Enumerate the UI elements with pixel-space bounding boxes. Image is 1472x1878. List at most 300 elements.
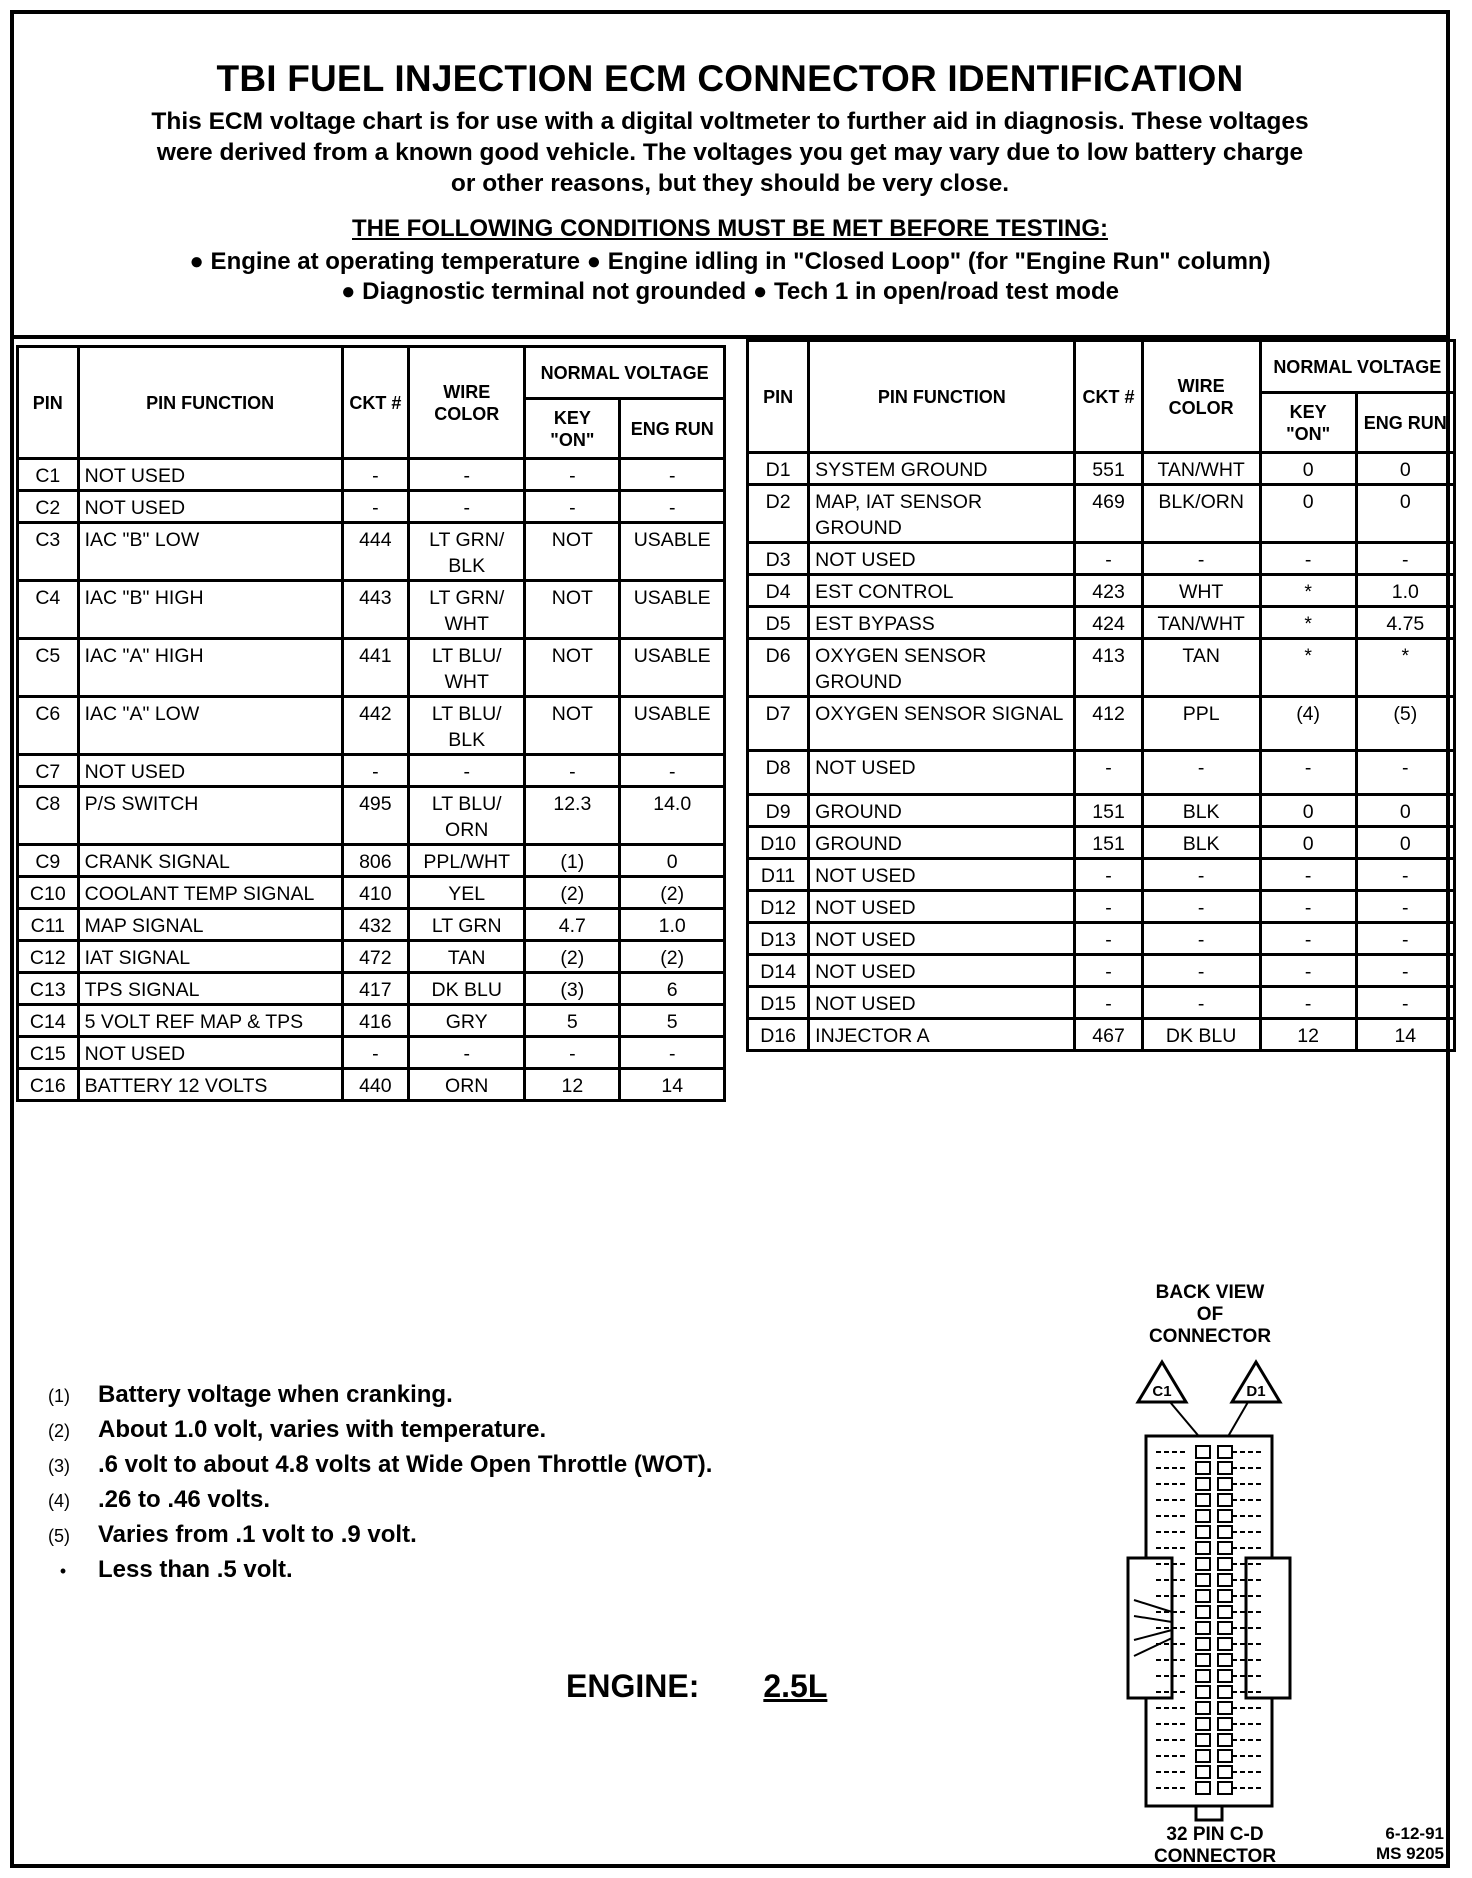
engine-value: 2.5L: [763, 1668, 828, 1704]
intro-line-3: or other reasons, but they should be very close.: [450, 170, 1010, 197]
wire-color-cell: YEL: [409, 877, 525, 909]
col-wire: WIRE COLOR: [409, 347, 525, 459]
function-cell: GROUND: [809, 795, 1075, 827]
footnote-marker: (3): [48, 1456, 70, 1476]
pin-cell: C3: [18, 523, 79, 581]
pin-cell: D14: [748, 955, 809, 987]
key-on-voltage-cell: 0: [1260, 485, 1356, 543]
pin-cell: D5: [748, 607, 809, 639]
eng-run-voltage-cell: -: [1356, 751, 1454, 795]
footnote-marker: (2): [48, 1421, 70, 1441]
connector-pin: [1218, 1622, 1232, 1634]
key-on-voltage-cell: -: [1260, 987, 1356, 1019]
ckt-cell: -: [1075, 751, 1142, 795]
eng-run-voltage-cell: 0: [1356, 827, 1454, 859]
ckt-cell: 551: [1075, 453, 1142, 485]
key-on-voltage-cell: -: [1260, 923, 1356, 955]
table-row: [18, 941, 725, 973]
wire-color-cell: -: [1142, 751, 1260, 795]
ckt-cell: -: [1075, 955, 1142, 987]
function-cell: 5 VOLT REF MAP & TPS: [78, 1005, 342, 1037]
footnote-text: Less than .5 volt.: [98, 1556, 293, 1583]
connector-pin: [1218, 1750, 1232, 1762]
eng-run-voltage-cell: (2): [620, 941, 725, 973]
ckt-cell: 412: [1075, 697, 1142, 751]
table-row: [748, 795, 1455, 827]
function-cell: NOT USED: [809, 891, 1075, 923]
eng-run-voltage-cell: -: [1356, 955, 1454, 987]
d1-marker-label: D1: [1246, 1383, 1266, 1400]
function-cell: CRANK SIGNAL: [78, 845, 342, 877]
ckt-cell: 423: [1075, 575, 1142, 607]
eng-run-voltage-cell: -: [1356, 543, 1454, 575]
wire-color-cell: -: [1142, 891, 1260, 923]
document-date: 6-12-91: [1385, 1824, 1444, 1843]
pin-cell: C8: [18, 787, 79, 845]
pin-cell: C4: [18, 581, 79, 639]
eng-run-voltage-cell: 0: [1356, 453, 1454, 485]
wire-color-cell: -: [409, 459, 525, 491]
diagram-title-line: BACK VIEW: [1155, 1282, 1265, 1303]
footnote: [48, 1518, 712, 1553]
pin-cell: D3: [748, 543, 809, 575]
key-on-voltage-cell: NOT: [525, 523, 620, 581]
key-on-voltage-cell: (2): [525, 941, 620, 973]
wire-color-cell: BLK/ORN: [1142, 485, 1260, 543]
engine-label: [566, 1668, 827, 1705]
connector-pin: [1196, 1782, 1210, 1794]
table-row: [748, 485, 1455, 543]
table-row: [18, 755, 725, 787]
c-connector-table: [16, 345, 726, 1102]
connector-key: [1196, 1806, 1222, 1820]
function-cell: IAC "A" LOW: [78, 697, 342, 755]
eng-run-voltage-cell: -: [1356, 987, 1454, 1019]
key-on-voltage-cell: 12: [525, 1069, 620, 1101]
table-row: [18, 973, 725, 1005]
pin-cell: D1: [748, 453, 809, 485]
wire-color-cell: PPL: [1142, 697, 1260, 751]
pin-cell: D10: [748, 827, 809, 859]
pin-cell: C11: [18, 909, 79, 941]
ckt-cell: -: [342, 1037, 409, 1069]
key-on-voltage-cell: -: [1260, 891, 1356, 923]
connector-pin: [1218, 1670, 1232, 1682]
key-on-voltage-cell: 12.3: [525, 787, 620, 845]
connector-pin: [1218, 1766, 1232, 1778]
footnote-marker: (4): [48, 1491, 70, 1511]
pin-cell: C14: [18, 1005, 79, 1037]
key-on-voltage-cell: NOT: [525, 697, 620, 755]
function-cell: BATTERY 12 VOLTS: [78, 1069, 342, 1101]
wire-color-cell: -: [1142, 859, 1260, 891]
footnote: [48, 1483, 712, 1518]
intro-line-2: were derived from a known good vehicle. The voltages you get may vary due to low battery charge: [156, 139, 1304, 166]
table-row: [18, 1005, 725, 1037]
function-cell: NOT USED: [809, 955, 1075, 987]
ckt-cell: -: [1075, 987, 1142, 1019]
ckt-cell: 444: [342, 523, 409, 581]
footnote: [48, 1413, 712, 1448]
wire-color-cell: LT BLU/ WHT: [409, 639, 525, 697]
wire-color-cell: BLK: [1142, 827, 1260, 859]
ckt-cell: -: [1075, 891, 1142, 923]
connector-pin: [1218, 1686, 1232, 1698]
table-row: [18, 877, 725, 909]
function-cell: IAC "B" HIGH: [78, 581, 342, 639]
eng-run-voltage-cell: 4.75: [1356, 607, 1454, 639]
diagram-title: [1130, 1282, 1290, 1348]
key-on-voltage-cell: 0: [1260, 453, 1356, 485]
eng-run-voltage-cell: -: [1356, 923, 1454, 955]
wire-color-cell: BLK: [1142, 795, 1260, 827]
connector-pin: [1218, 1718, 1232, 1730]
connector-pin: [1196, 1654, 1210, 1666]
connector-diagram: [1120, 1340, 1320, 1830]
table-row: [748, 453, 1455, 485]
pin-cell: C7: [18, 755, 79, 787]
ckt-cell: -: [342, 755, 409, 787]
wire-color-cell: LT BLU/ ORN: [409, 787, 525, 845]
function-cell: OXYGEN SENSOR GROUND: [809, 639, 1075, 697]
function-cell: NOT USED: [809, 751, 1075, 795]
eng-run-voltage-cell: -: [1356, 891, 1454, 923]
table-row: [18, 845, 725, 877]
connector-pin: [1218, 1782, 1232, 1794]
key-on-voltage-cell: 12: [1260, 1019, 1356, 1051]
wire-color-cell: ORN: [409, 1069, 525, 1101]
connector-pin: [1218, 1558, 1232, 1570]
col-eng-run: ENG RUN: [1356, 393, 1454, 453]
pin-cell: D6: [748, 639, 809, 697]
pin-cell: D8: [748, 751, 809, 795]
connector-pin: [1218, 1510, 1232, 1522]
table-row: [18, 1037, 725, 1069]
key-on-voltage-cell: NOT: [525, 581, 620, 639]
wire-color-cell: DK BLU: [1142, 1019, 1260, 1051]
table-row: [748, 639, 1455, 697]
eng-run-voltage-cell: USABLE: [620, 581, 725, 639]
key-on-voltage-cell: 5: [525, 1005, 620, 1037]
page-title: TBI FUEL INJECTION ECM CONNECTOR IDENTIFICATION: [216, 58, 1244, 99]
function-cell: IAT SIGNAL: [78, 941, 342, 973]
connector-pin: [1218, 1446, 1232, 1458]
key-on-voltage-cell: -: [525, 491, 620, 523]
wire-color-cell: -: [409, 755, 525, 787]
table-row: [748, 607, 1455, 639]
connector-pin: [1218, 1478, 1232, 1490]
table-row: [748, 543, 1455, 575]
function-cell: P/S SWITCH: [78, 787, 342, 845]
connector-pin: [1196, 1558, 1210, 1570]
ckt-cell: 424: [1075, 607, 1142, 639]
connector-label-line: 32 PIN C-D: [1166, 1824, 1264, 1845]
table-row: [748, 859, 1455, 891]
footnote-text: Battery voltage when cranking.: [98, 1381, 453, 1408]
function-cell: MAP SIGNAL: [78, 909, 342, 941]
key-on-voltage-cell: (2): [525, 877, 620, 909]
function-cell: INJECTOR A: [809, 1019, 1075, 1051]
connector-label: [1140, 1824, 1290, 1868]
function-cell: GROUND: [809, 827, 1075, 859]
connector-pin: [1218, 1494, 1232, 1506]
function-cell: MAP, IAT SENSOR GROUND: [809, 485, 1075, 543]
pin-cell: D2: [748, 485, 809, 543]
key-on-voltage-cell: -: [1260, 751, 1356, 795]
table-row: [748, 987, 1455, 1019]
connector-pin: [1196, 1510, 1210, 1522]
col-eng-run: ENG RUN: [620, 399, 725, 459]
c1-pointer: [1170, 1402, 1202, 1440]
function-cell: IAC "B" LOW: [78, 523, 342, 581]
eng-run-voltage-cell: -: [1356, 859, 1454, 891]
eng-run-voltage-cell: 1.0: [1356, 575, 1454, 607]
connector-label-line: CONNECTOR: [1153, 1846, 1277, 1867]
eng-run-voltage-cell: -: [620, 755, 725, 787]
connector-pin: [1218, 1638, 1232, 1650]
ckt-cell: -: [342, 491, 409, 523]
connector-pin: [1196, 1526, 1210, 1538]
connector-pin: [1196, 1590, 1210, 1602]
eng-run-voltage-cell: -: [620, 491, 725, 523]
pin-cell: C1: [18, 459, 79, 491]
wire-color-cell: TAN: [1142, 639, 1260, 697]
wire-color-cell: -: [1142, 923, 1260, 955]
function-cell: NOT USED: [809, 923, 1075, 955]
function-cell: OXYGEN SENSOR SIGNAL: [809, 697, 1075, 751]
col-key-on: KEY "ON": [1260, 393, 1356, 453]
eng-run-voltage-cell: 14.0: [620, 787, 725, 845]
conditions-line-2: ● Diagnostic terminal not grounded ● Tech 1 in open/road test mode: [341, 278, 1119, 305]
ckt-cell: 469: [1075, 485, 1142, 543]
pin-cell: C16: [18, 1069, 79, 1101]
ckt-cell: 495: [342, 787, 409, 845]
ckt-cell: -: [1075, 543, 1142, 575]
function-cell: IAC "A" HIGH: [78, 639, 342, 697]
col-normal-voltage: NORMAL VOLTAGE: [525, 347, 725, 399]
footnotes: [48, 1378, 712, 1588]
col-function: PIN FUNCTION: [78, 347, 342, 459]
table-row: [18, 909, 725, 941]
connector-pin: [1196, 1542, 1210, 1554]
ckt-cell: 410: [342, 877, 409, 909]
eng-run-voltage-cell: (2): [620, 877, 725, 909]
conditions-title: THE FOLLOWING CONDITIONS MUST BE MET BEFORE TESTING:: [352, 215, 1108, 242]
connector-pin: [1218, 1590, 1232, 1602]
col-key-on: KEY "ON": [525, 399, 620, 459]
connector-pin: [1196, 1718, 1210, 1730]
table-row: [748, 827, 1455, 859]
ckt-cell: 442: [342, 697, 409, 755]
connector-pin: [1196, 1766, 1210, 1778]
wire-color-cell: LT BLU/ BLK: [409, 697, 525, 755]
ckt-cell: 413: [1075, 639, 1142, 697]
wire-color-cell: -: [1142, 955, 1260, 987]
ckt-cell: 472: [342, 941, 409, 973]
wire-color-cell: LT GRN: [409, 909, 525, 941]
table-row: [748, 697, 1455, 751]
function-cell: SYSTEM GROUND: [809, 453, 1075, 485]
eng-run-voltage-cell: -: [620, 1037, 725, 1069]
eng-run-voltage-cell: USABLE: [620, 639, 725, 697]
pin-cell: D15: [748, 987, 809, 1019]
ckt-cell: 806: [342, 845, 409, 877]
key-on-voltage-cell: (4): [1260, 697, 1356, 751]
connector-pin: [1196, 1750, 1210, 1762]
wire-color-cell: TAN/WHT: [1142, 607, 1260, 639]
ckt-cell: 443: [342, 581, 409, 639]
document-id: [1348, 1824, 1444, 1864]
ckt-cell: -: [1075, 859, 1142, 891]
table-row: [18, 1069, 725, 1101]
footnote: [48, 1553, 712, 1588]
function-cell: NOT USED: [809, 543, 1075, 575]
function-cell: NOT USED: [78, 1037, 342, 1069]
key-on-voltage-cell: *: [1260, 607, 1356, 639]
col-ckt: CKT #: [1075, 341, 1142, 453]
d1-pointer: [1226, 1402, 1248, 1440]
connector-pin: [1196, 1686, 1210, 1698]
wire-color-cell: WHT: [1142, 575, 1260, 607]
ckt-cell: 432: [342, 909, 409, 941]
pin-cell: C6: [18, 697, 79, 755]
c1-marker-label: C1: [1152, 1383, 1172, 1400]
eng-run-voltage-cell: (5): [1356, 697, 1454, 751]
pin-cell: C2: [18, 491, 79, 523]
key-on-voltage-cell: -: [525, 459, 620, 491]
col-pin: PIN: [748, 341, 809, 453]
eng-run-voltage-cell: 0: [1356, 485, 1454, 543]
connector-pin: [1218, 1702, 1232, 1714]
table-row: [748, 891, 1455, 923]
col-normal-voltage: NORMAL VOLTAGE: [1260, 341, 1454, 393]
pin-cell: C5: [18, 639, 79, 697]
col-wire: WIRE COLOR: [1142, 341, 1260, 453]
pin-cell: D12: [748, 891, 809, 923]
ckt-cell: 151: [1075, 795, 1142, 827]
footnote-text: Varies from .1 volt to .9 volt.: [98, 1521, 417, 1548]
d-connector-table: [746, 339, 1456, 1052]
key-on-voltage-cell: (3): [525, 973, 620, 1005]
pin-cell: D13: [748, 923, 809, 955]
connector-pin: [1196, 1606, 1210, 1618]
key-on-voltage-cell: 0: [1260, 827, 1356, 859]
key-on-voltage-cell: -: [1260, 543, 1356, 575]
footnote: [48, 1378, 712, 1413]
pin-cell: D4: [748, 575, 809, 607]
connector-pin: [1218, 1526, 1232, 1538]
diagram-title-line: OF: [1196, 1304, 1224, 1325]
eng-run-voltage-cell: 14: [1356, 1019, 1454, 1051]
connector-pin: [1218, 1574, 1232, 1586]
wire-color-cell: -: [1142, 987, 1260, 1019]
pin-cell: C9: [18, 845, 79, 877]
key-on-voltage-cell: 0: [1260, 795, 1356, 827]
document-code: MS 9205: [1375, 1844, 1444, 1863]
wire-color-cell: -: [409, 1037, 525, 1069]
intro-text: [85, 106, 1375, 199]
footnote-text: .6 volt to about 4.8 volts at Wide Open Throttle (WOT).: [98, 1451, 713, 1478]
conditions: [14, 247, 1446, 307]
pin-cell: D16: [748, 1019, 809, 1051]
connector-pin: [1196, 1574, 1210, 1586]
key-on-voltage-cell: -: [525, 755, 620, 787]
connector-pin: [1218, 1734, 1232, 1746]
table-row: [748, 955, 1455, 987]
table-row: [18, 697, 725, 755]
connector-pin: [1196, 1622, 1210, 1634]
ckt-cell: 440: [342, 1069, 409, 1101]
ckt-cell: 417: [342, 973, 409, 1005]
header: [14, 14, 1446, 339]
eng-run-voltage-cell: 14: [620, 1069, 725, 1101]
table-row: [18, 639, 725, 697]
ckt-cell: 441: [342, 639, 409, 697]
diagram-title-line: CONNECTOR: [1148, 1326, 1272, 1347]
eng-run-voltage-cell: 1.0: [620, 909, 725, 941]
pin-cell: C13: [18, 973, 79, 1005]
eng-run-voltage-cell: USABLE: [620, 523, 725, 581]
ckt-cell: -: [1075, 923, 1142, 955]
ckt-cell: 416: [342, 1005, 409, 1037]
key-on-voltage-cell: -: [525, 1037, 620, 1069]
eng-run-voltage-cell: 6: [620, 973, 725, 1005]
eng-run-voltage-cell: 0: [1356, 795, 1454, 827]
table-row: [18, 523, 725, 581]
connector-pin: [1196, 1462, 1210, 1474]
col-pin: PIN: [18, 347, 79, 459]
ckt-cell: -: [342, 459, 409, 491]
function-cell: COOLANT TEMP SIGNAL: [78, 877, 342, 909]
connector-pin: [1218, 1462, 1232, 1474]
footnote-text: About 1.0 volt, varies with temperature.: [98, 1416, 547, 1443]
conditions-line-1: ● Engine at operating temperature ● Engine idling in "Closed Loop" (for "Engine Run" column): [189, 248, 1271, 275]
key-on-voltage-cell: -: [1260, 859, 1356, 891]
pin-cell: D11: [748, 859, 809, 891]
key-on-voltage-cell: *: [1260, 575, 1356, 607]
col-function: PIN FUNCTION: [809, 341, 1075, 453]
function-cell: NOT USED: [78, 459, 342, 491]
footnote: [48, 1448, 712, 1483]
function-cell: NOT USED: [809, 859, 1075, 891]
connector-pin: [1196, 1638, 1210, 1650]
function-cell: NOT USED: [78, 491, 342, 523]
connector-pin: [1196, 1702, 1210, 1714]
key-on-voltage-cell: (1): [525, 845, 620, 877]
connector-pin: [1218, 1654, 1232, 1666]
wire-color-cell: LT GRN/ WHT: [409, 581, 525, 639]
wire-color-cell: GRY: [409, 1005, 525, 1037]
function-cell: NOT USED: [809, 987, 1075, 1019]
pin-cell: C15: [18, 1037, 79, 1069]
function-cell: TPS SIGNAL: [78, 973, 342, 1005]
table-row: [748, 575, 1455, 607]
wire-color-cell: -: [409, 491, 525, 523]
table-row: [748, 923, 1455, 955]
connector-pin: [1218, 1542, 1232, 1554]
footnote-text: .26 to .46 volts.: [98, 1486, 271, 1513]
connector-pin: [1196, 1670, 1210, 1682]
key-on-voltage-cell: NOT: [525, 639, 620, 697]
key-on-voltage-cell: -: [1260, 955, 1356, 987]
connector-pin: [1196, 1478, 1210, 1490]
wire-color-cell: -: [1142, 543, 1260, 575]
connector-pin: [1218, 1606, 1232, 1618]
table-row: [18, 491, 725, 523]
wire-color-cell: LT GRN/ BLK: [409, 523, 525, 581]
eng-run-voltage-cell: USABLE: [620, 697, 725, 755]
eng-run-voltage-cell: 5: [620, 1005, 725, 1037]
